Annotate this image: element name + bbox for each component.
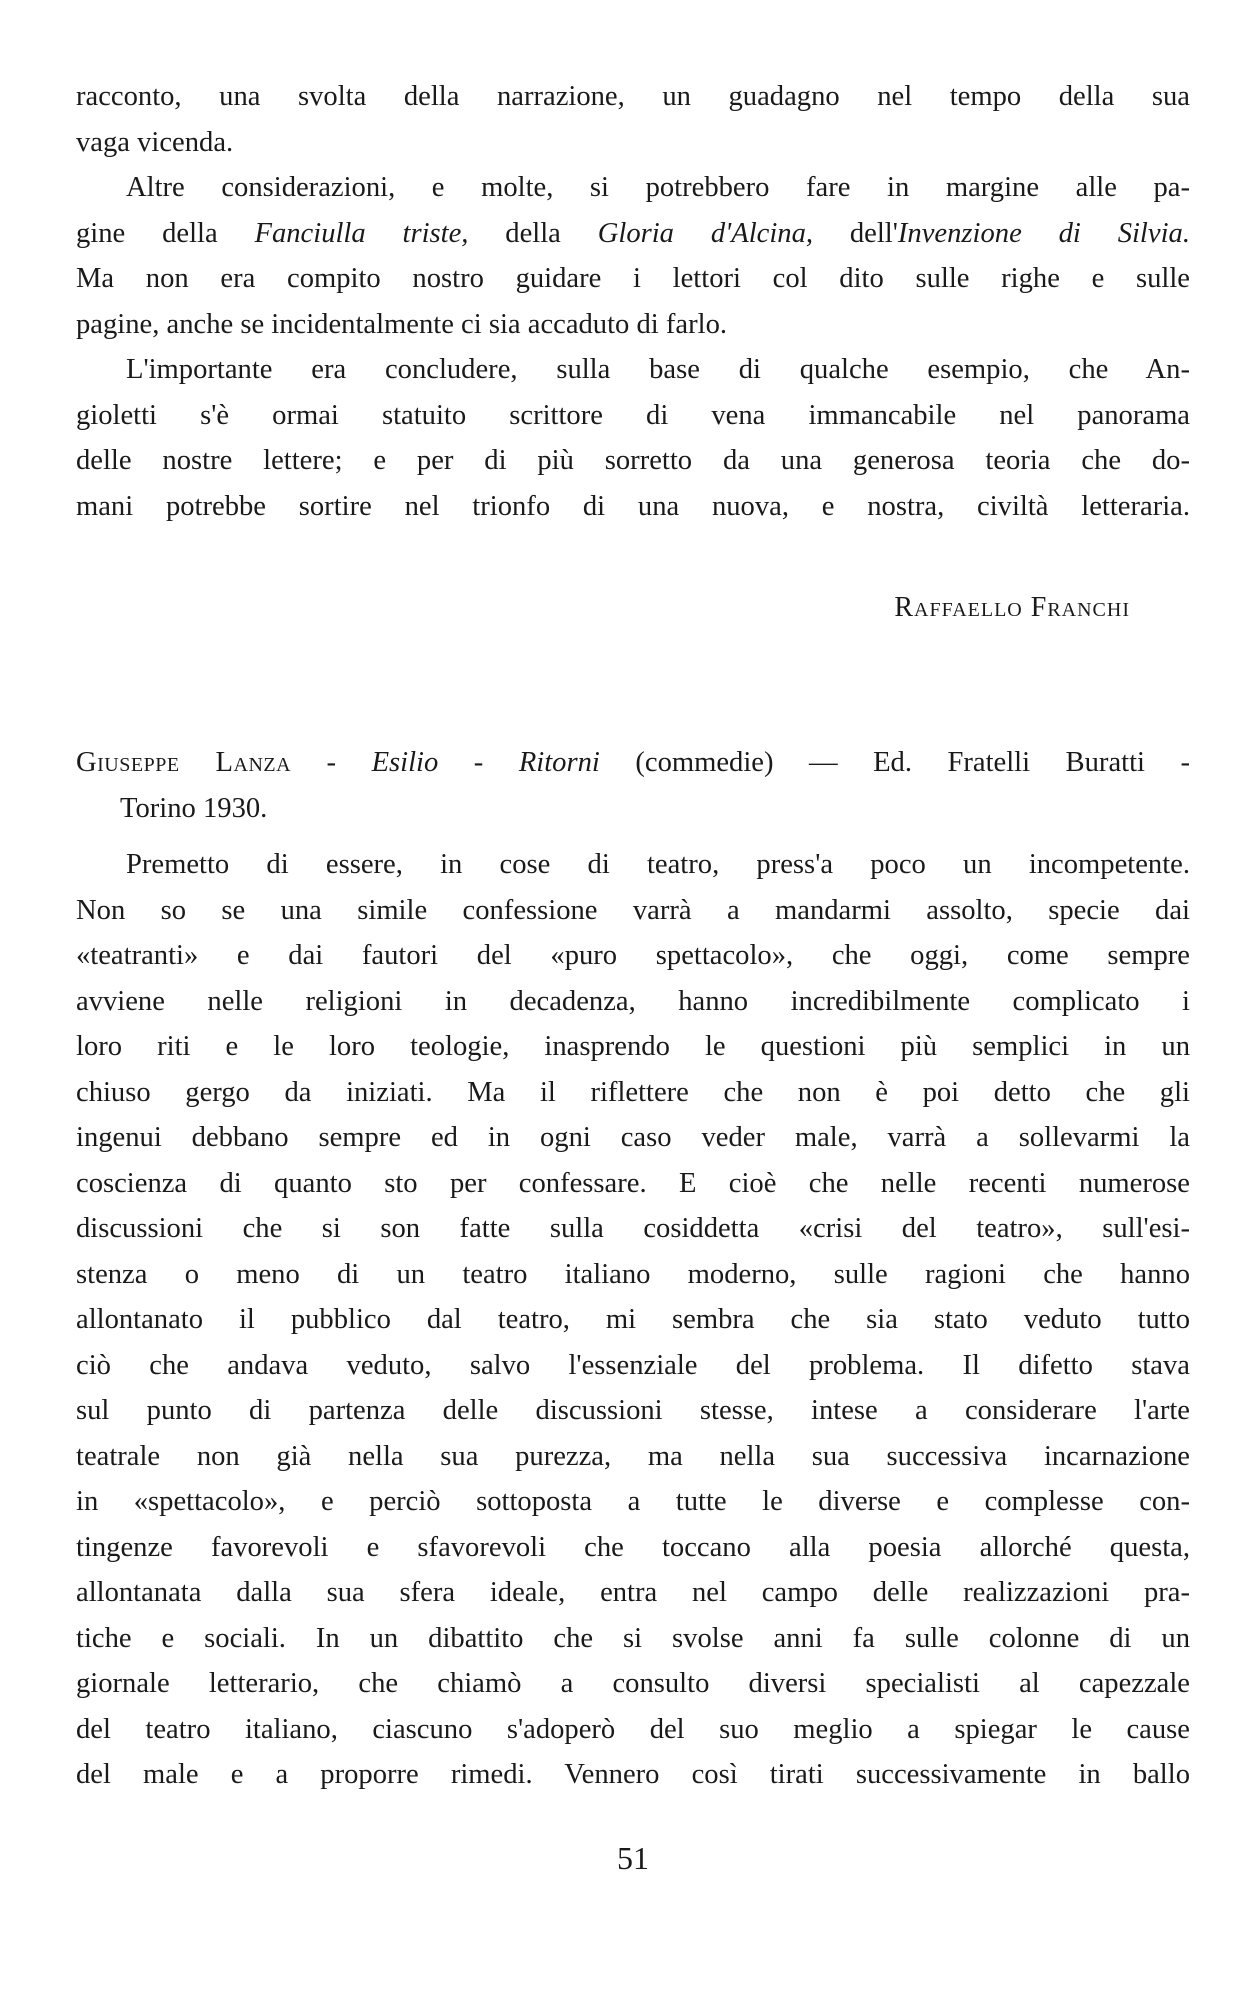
text-line: teatrale non già nella sua purezza, ma nella sua successiva incarnazione — [76, 1440, 1190, 1472]
text-line: loro riti e le loro teologie, inasprendo le questioni più semplici in un — [76, 1031, 1190, 1062]
text-line: del teatro italiano, ciascuno s'adoperò del suo meglio a spiegar le cause — [76, 1713, 1190, 1745]
review-title: Esilio — [371, 747, 439, 778]
review-place: Torino 1930. — [120, 792, 268, 824]
text-line: tiche e sociali. In un dibattito che si svolse anni fa sulle colonne di un — [76, 1622, 1190, 1654]
text-line: Premetto di essere, in cose di teatro, press'a poco un incompetente. — [126, 849, 1190, 880]
text-line: chiuso gergo da iniziati. Ma il riflettere che non è poi detto che gli — [76, 1076, 1190, 1108]
text-line: giornale letterario, che chiamò a consulto diversi specialisti al capezzale — [76, 1668, 1190, 1699]
text-line: pagine, anche se incidentalmente ci sia accaduto di farlo. — [76, 308, 728, 340]
text-line: ciò che andava veduto, salvo l'essenziale del problema. Il difetto stava — [76, 1349, 1190, 1381]
text-line: vaga vicenda. — [76, 126, 234, 158]
author-signature: Raffaello Franchi — [894, 592, 1130, 623]
page-number: 51 — [617, 1840, 649, 1876]
text-line: sul punto di partenza delle discussioni stesse, intese a considerare l'arte — [76, 1395, 1190, 1426]
review-citation: Giuseppe Lanza - Esilio - Ritorni (commedie) — Ed. Fratelli Buratti - — [76, 747, 1190, 778]
text-line: ingenui debbano sempre ed in ogni caso veder male, varrà a sollevarmi la — [76, 1122, 1190, 1153]
review-body — [76, 842, 1190, 1798]
text-line: gioletti s'è ormai statuito scrittore di vena immancabile nel panorama — [76, 399, 1190, 431]
text-line: tingenze favorevoli e sfavorevoli che toccano alla poesia allorché questa, — [76, 1531, 1190, 1563]
text-line: coscienza di quanto sto per confessare. E cioè che nelle recenti numerose — [76, 1167, 1190, 1199]
text-line: Ma non era compito nostro guidare i lettori col dito sulle righe e sulle — [76, 263, 1190, 294]
text-line: avviene nelle religioni in decadenza, hanno incredibilmente complicato i — [76, 985, 1190, 1017]
article-end-text — [76, 74, 1190, 529]
text-line: Altre considerazioni, e molte, si potrebbero fare in margine alle pa- — [126, 172, 1190, 203]
text-line: L'importante era concludere, sulla base di qualche esempio, che An- — [126, 354, 1190, 385]
text-line: delle nostre lettere; e per di più sorretto da una generosa teoria che do- — [76, 445, 1190, 476]
text-line-with-titles: gine della Fanciulla triste, della Gloria d'Alcina, dell'Invenzione di Silvia. — [76, 217, 1190, 249]
review-title: Ritorni — [518, 747, 600, 778]
text-line: allontanato il pubblico dal teatro, mi sembra che sia stato veduto tutto — [76, 1304, 1190, 1335]
text-line: del male e a proporre rimedi. Vennero così tirati successivamente in ballo — [76, 1759, 1190, 1790]
review-heading — [76, 740, 1190, 831]
text-line: discussioni che si son fatte sulla cosiddetta «crisi del teatro», sull'esi- — [76, 1213, 1190, 1244]
text-line: mani potrebbe sortire nel trionfo di una nuova, e nostra, civiltà letteraria. — [76, 490, 1190, 522]
text-line: racconto, una svolta della narrazione, un guadagno nel tempo della sua — [76, 81, 1190, 112]
document-page — [76, 0, 1190, 1998]
review-author: Giuseppe Lanza — [76, 747, 292, 778]
text-line: «teatranti» e dai fautori del «puro spettacolo», che oggi, come sempre — [76, 940, 1190, 971]
text-line: allontanata dalla sua sfera ideale, entra nel campo delle realizzazioni pra- — [76, 1577, 1190, 1608]
book-title: Invenzione di Silvia. — [897, 217, 1190, 249]
text-line: in «spettacolo», e perciò sottoposta a tutte le diverse e complesse con- — [76, 1486, 1190, 1517]
text-line: stenza o meno di un teatro italiano moderno, sulle ragioni che hanno — [76, 1258, 1190, 1290]
text-line: Non so se una simile confessione varrà a mandarmi assolto, specie dai — [76, 894, 1190, 926]
book-title: Gloria d'Alcina, — [597, 217, 814, 249]
book-title: Fanciulla triste, — [254, 217, 469, 249]
